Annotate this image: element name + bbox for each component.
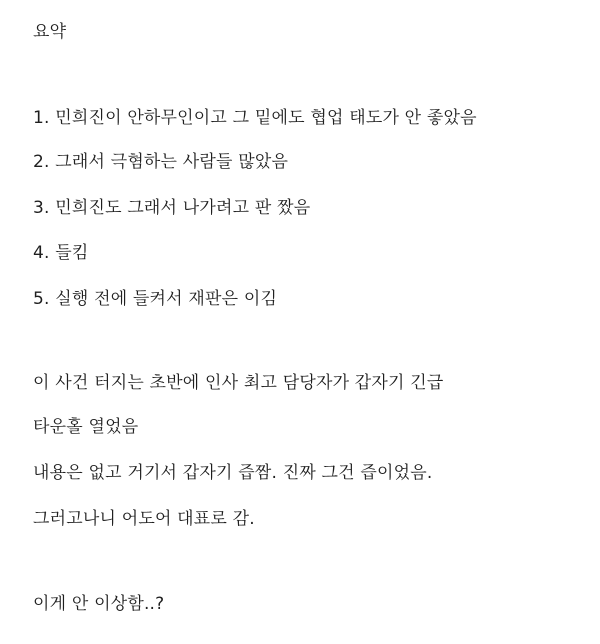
paragraph-line-2: 타운홀 열었음 [33,417,139,437]
paragraph-line-3: 내용은 없고 거기서 갑자기 즙짬. 진짜 그건 즙이었음. [33,463,433,483]
summary-item-3: 3. 민희진도 그래서 나가려고 판 짰음 [33,198,311,218]
summary-item-2: 2. 그래서 극혐하는 사람들 많았음 [33,152,289,172]
paragraph-line-1: 이 사건 터지는 초반에 인사 최고 담당자가 갑자기 긴급 [33,373,444,393]
paragraph-line-4: 그러고나니 어도어 대표로 감. [33,509,255,529]
closing-question: 이게 안 이상함..? [33,594,165,614]
summary-item-5: 5. 실행 전에 들켜서 재판은 이김 [33,289,278,309]
summary-item-4: 4. 들킴 [33,243,89,263]
post-heading: 요약 [33,22,67,42]
summary-item-1: 1. 민희진이 안하무인이고 그 밑에도 협업 태도가 안 좋았음 [33,108,477,128]
